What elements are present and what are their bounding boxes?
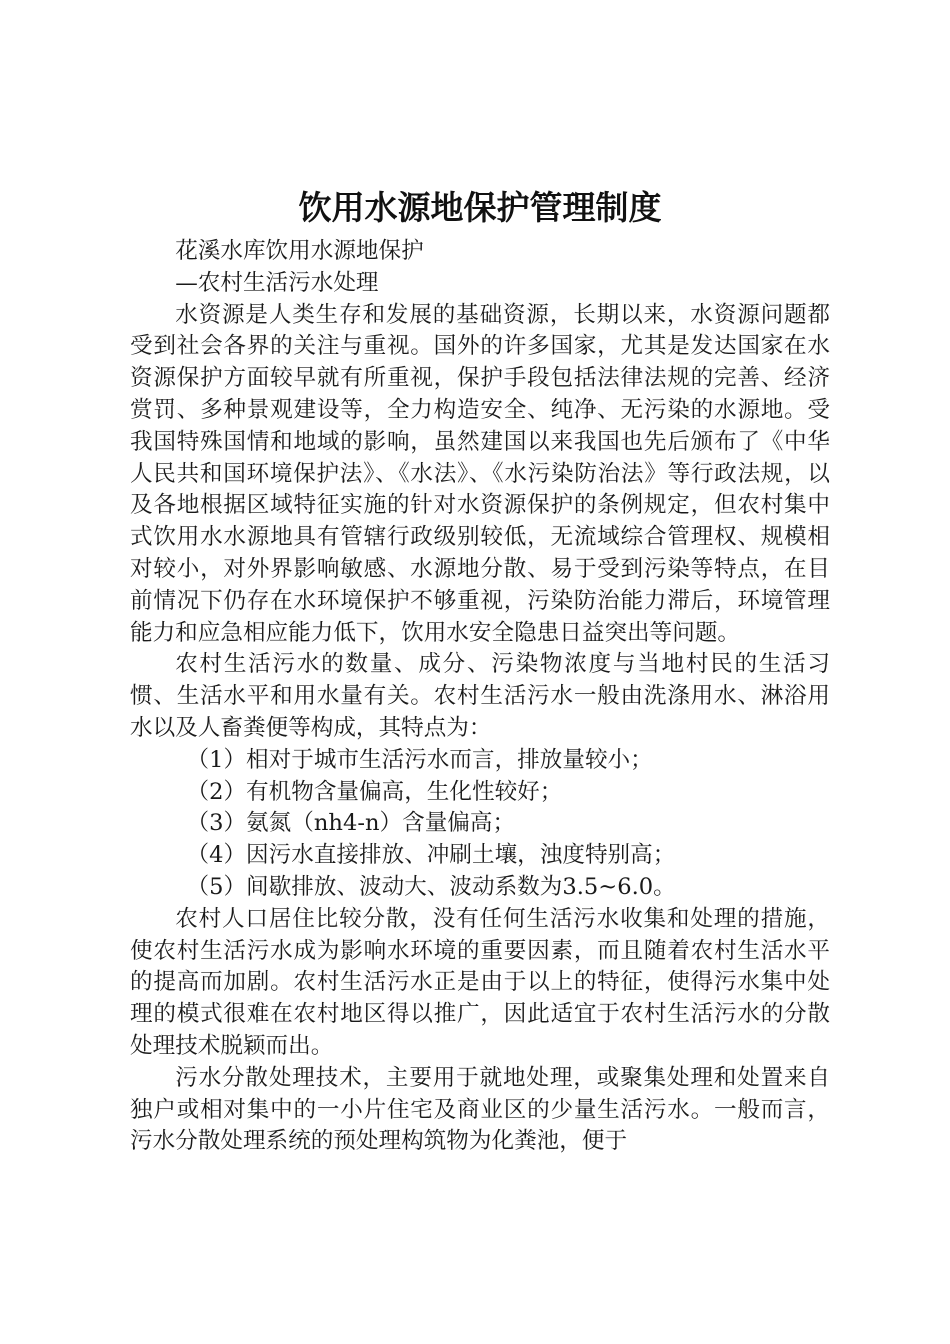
paragraph-dispersed-treatment: 污水分散处理技术，主要用于就地处理，或聚集处理和处置来自独户或相对集中的一小片住宅及商业区的少量生活污水。一般而言，污水分散处理系统的预处理构筑物为化粪池，便于 xyxy=(130,1064,830,1155)
paragraph-water-resources: 水资源是人类生存和发展的基础资源，长期以来，水资源问题都受到社会各界的关注与重视。国外的许多国家，尤其是发达国家在水资源保护方面较早就有所重视，保护手段包括法律法规的完善、经济赏罚、多种景观建设等，全力构造安全、纯净、无污染的水源地。受我国特殊国情和地域的影响，虽然建国以来我国也先后颁布了《中华人民共和国环境保护法》、《水法》、《水污染防治法》等行政法规，以及各地根据区域特征实施的针对水资源保护的条例规定，但农村集中式饮用水水源地具有管辖行政级别较低，无流域综合管理权、规模相对较小，对外界影响敏感、水源地分散、易于受到污染等特点，在目前情况下仍存在水环境保护不够重视，污染防治能力滞后，环境管理能力和应急相应能力低下，饮用水安全隐患日益突出等问题。 xyxy=(130,301,830,646)
list-item: （4）因污水直接排放、冲刷土壤，浊度特别高； xyxy=(186,842,676,869)
paragraph-dispersed-population: 农村人口居住比较分散，没有任何生活污水收集和处理的措施，使农村生活污水成为影响水环境的重要因素，而且随着农村生活水平的提高而加剧。农村生活污水正是由于以上的特征，使得污水集中处理的模式很难在农村地区得以推广，因此适宜于农村生活污水的分散处理技术脱颖而出。 xyxy=(130,905,830,1059)
subtitle-line-2: —农村生活污水处理 xyxy=(175,269,379,296)
document-body xyxy=(130,236,830,1158)
list-item: （3）氨氮（nh4-n）含量偏高； xyxy=(186,810,516,837)
list-item: （1）相对于城市生活污水而言，排放量较小； xyxy=(186,746,653,773)
list-item: （5）间歇排放、波动大、波动系数为3.5~6.0。 xyxy=(186,873,676,900)
subtitle-line-1: 花溪水库饮用水源地保护 xyxy=(175,238,424,264)
document-title: 饮用水源地保护管理制度 xyxy=(298,188,662,227)
list-item: （2）有机物含量偏高，生化性较好； xyxy=(186,778,563,805)
paragraph-rural-sewage-characteristics: 农村生活污水的数量、成分、污染物浓度与当地村民的生活习惯、生活水平和用水量有关。农村生活污水一般由洗涤用水、淋浴用水以及人畜粪便等构成，其特点为： xyxy=(130,651,830,741)
